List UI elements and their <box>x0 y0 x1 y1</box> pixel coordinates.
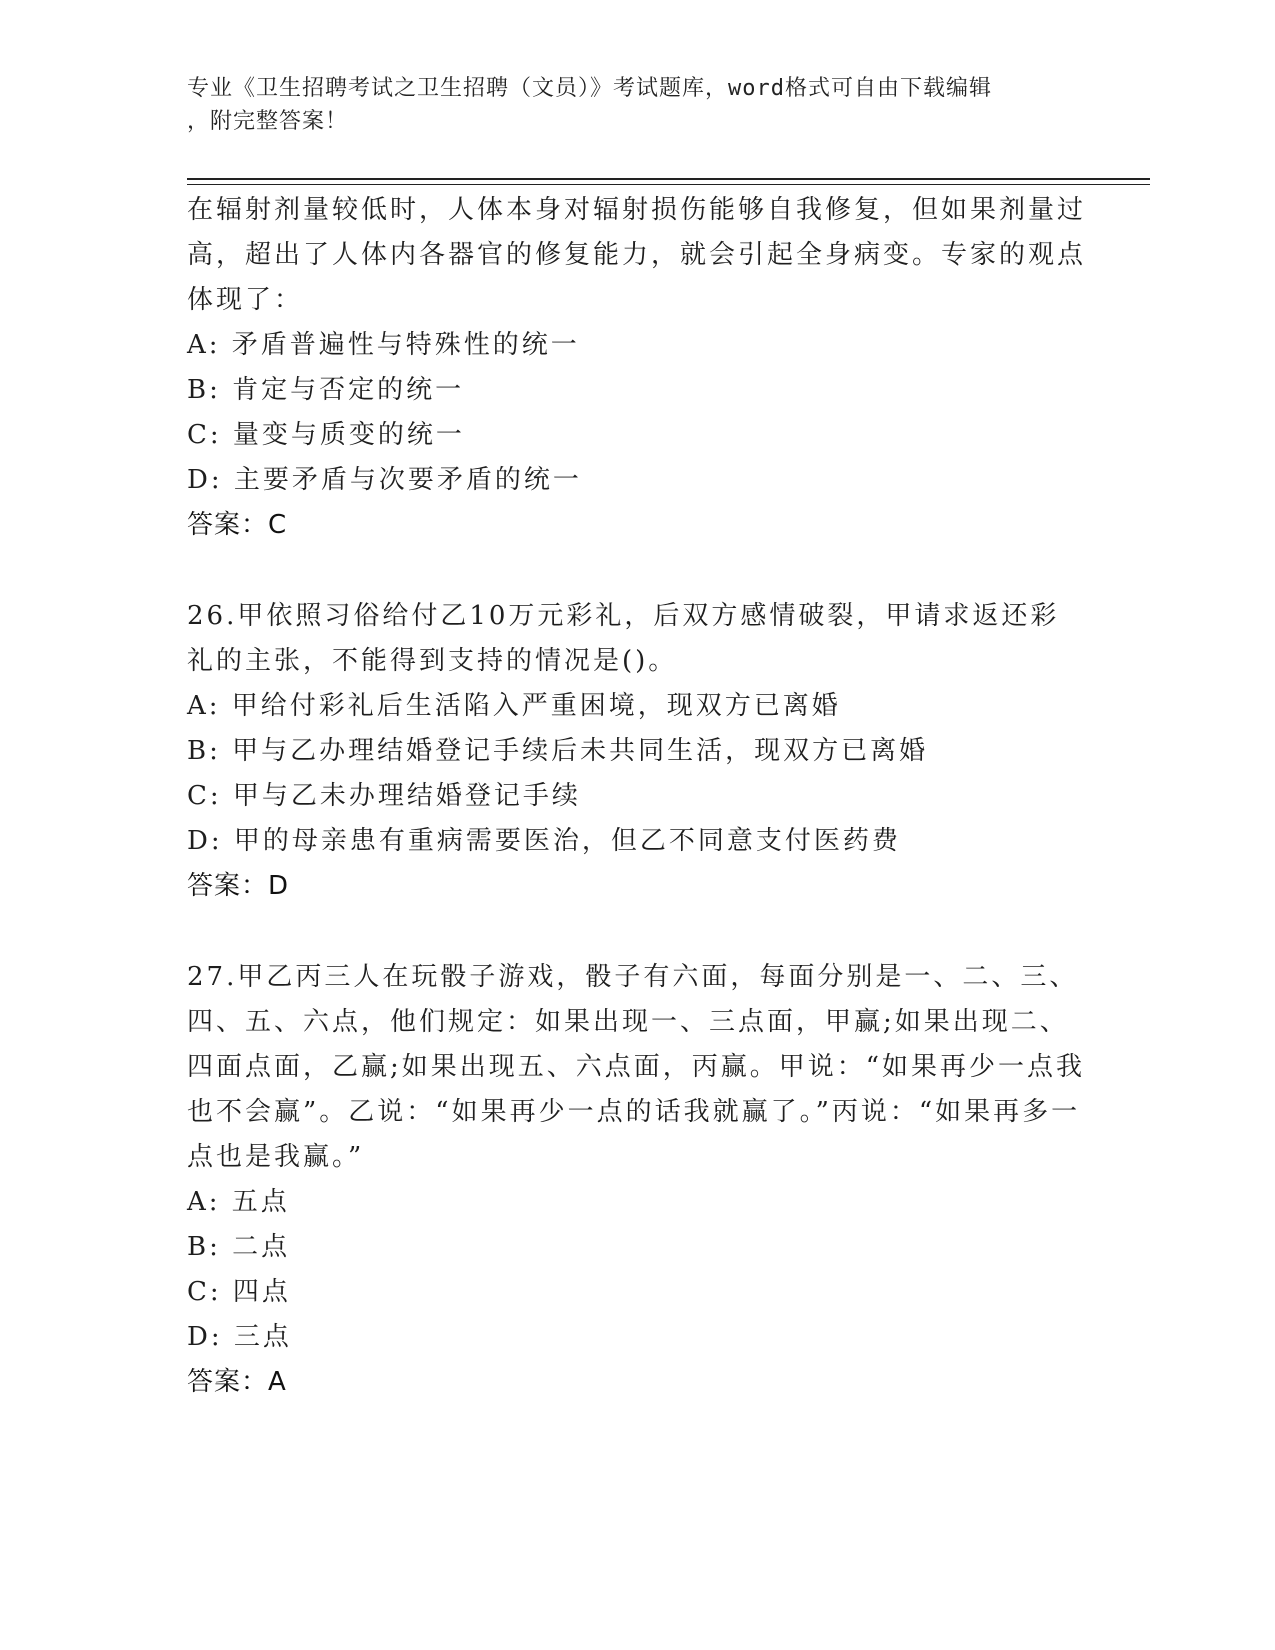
question-item <box>187 594 1087 909</box>
option-c: C: 四点 <box>187 1277 291 1307</box>
answer-line: 答案：A <box>187 1367 287 1397</box>
header-divider-thick <box>187 178 1150 180</box>
header-divider-thin <box>187 184 1150 185</box>
question-stem: 27.甲乙丙三人在玩骰子游戏，骰子有六面，每面分别是一、二、三、四、五、六点，他们规定：如果出现一、三点面，甲赢;如果出现二、四面点面，乙赢;如果出现五、六点面，丙赢。甲说：“如果再少一点我也不会赢”。乙说：“如果再少一点的话我就赢了。”丙说：“如果再多一点也是我赢。” <box>187 962 1086 1172</box>
question-stem: 在辐射剂量较低时，人体本身对辐射损伤能够自我修复，但如果剂量过高，超出了人体内各器官的修复能力，就会引起全身病变。专家的观点体现了： <box>187 195 1087 315</box>
answer-line: 答案：C <box>187 510 288 540</box>
question-spacer <box>187 909 1087 955</box>
option-a: A: 五点 <box>187 1187 290 1217</box>
option-a: A: 甲给付彩礼后生活陷入严重困境，现双方已离婚 <box>187 691 841 721</box>
option-d: D: 甲的母亲患有重病需要医治，但乙不同意支付医药费 <box>187 826 901 856</box>
question-spacer <box>187 548 1087 594</box>
option-c: C: 甲与乙未办理结婚登记手续 <box>187 781 581 811</box>
question-item <box>187 188 1087 548</box>
option-b: B: 甲与乙办理结婚登记手续后未共同生活，现双方已离婚 <box>187 736 929 766</box>
option-c: C: 量变与质变的统一 <box>187 420 465 450</box>
option-d: D: 主要矛盾与次要矛盾的统一 <box>187 465 582 495</box>
option-b: B: 二点 <box>187 1232 291 1262</box>
answer-line: 答案：D <box>187 871 290 901</box>
option-a: A: 矛盾普遍性与特殊性的统一 <box>187 330 580 360</box>
question-list <box>187 188 1087 1405</box>
option-b: B: 肯定与否定的统一 <box>187 375 465 405</box>
question-stem: 26.甲依照习俗给付乙10万元彩礼，后双方感情破裂，甲请求返还彩礼的主张，不能得到支持的情况是()。 <box>187 601 1060 676</box>
question-item <box>187 955 1087 1405</box>
header-line-1: 专业《卫生招聘考试之卫生招聘（文员）》考试题库，word格式可自由下载编辑 <box>187 76 992 101</box>
document-header <box>187 72 1067 138</box>
header-line-2: ，附完整答案！ <box>187 109 349 134</box>
option-d: D: 三点 <box>187 1322 292 1352</box>
